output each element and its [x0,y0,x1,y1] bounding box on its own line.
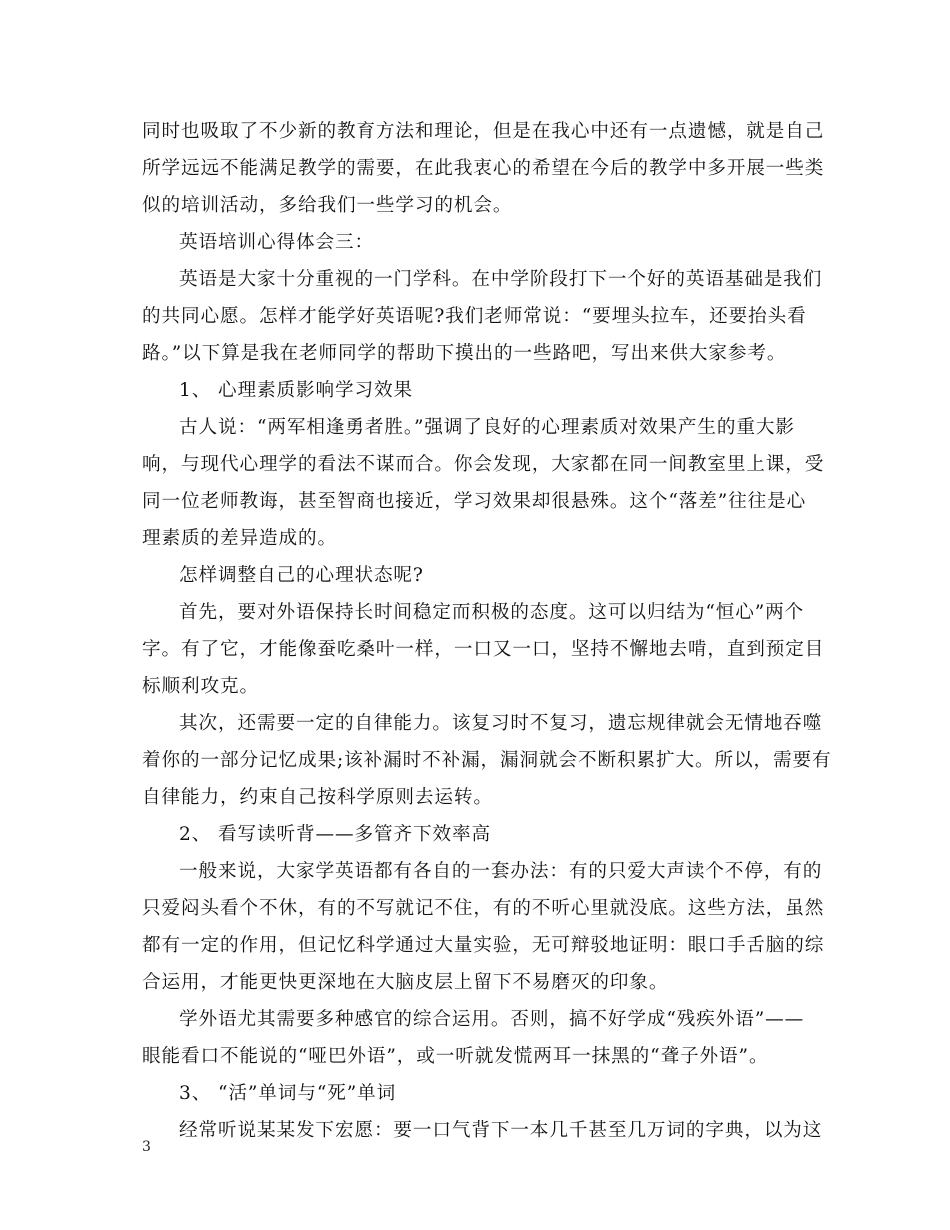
body-text-line: 合运用，才能更快更深地在大脑皮层上留下不易磨灭的印象。 [142,972,669,993]
body-text-line: 同一位老师教诲，甚至智商也接近，学习效果却很悬殊。这个“落差”往往是心 [142,491,807,512]
body-text-line: 字。有了它，才能像蚕吃桑叶一样，一口又一口，坚持不懈地去啃，直到预定目 [142,639,825,660]
body-text-line: 自律能力，约束自己按科学原则去运转。 [142,787,493,808]
body-text-line: 着你的一部分记忆成果;该补漏时不补漏，漏洞就会不断积累扩大。所以，需要有 [142,750,832,771]
numbered-heading: 2、 看写读听背——多管齐下效率高 [179,824,491,845]
body-text-line: 只爱闷头看个不休，有的不写就记不住，有的不听心里就没底。这些方法，虽然 [142,898,825,919]
body-text-line: 路。”以下算是我在老师同学的帮助下摸出的一些路吧，写出来供大家参考。 [142,343,787,364]
body-text-line: 一般来说，大家学英语都有各自的一套办法：有的只爱大声读个不停，有的 [179,861,823,882]
body-text-line: 都有一定的作用，但记忆科学通过大量实验，无可辩驳地证明：眼口手舌脑的综 [142,935,825,956]
body-text-line: 英语是大家十分重视的一门学科。在中学阶段打下一个好的英语基础是我们 [179,269,823,290]
body-text-line: 响，与现代心理学的看法不谋而合。你会发现，大家都在同一间教室里上课，受 [142,454,825,475]
body-text-line: 理素质的差异造成的。 [142,528,337,549]
body-text-line: 怎样调整自己的心理状态呢? [179,565,424,586]
numbered-heading: 3、 “活”单词与“死”单词 [179,1083,397,1104]
numbered-heading: 1、 心理素质影响学习效果 [179,380,413,401]
body-text-line: 经常听说某某发下宏愿：要一口气背下一本几千甚至几万词的字典，以为这 [179,1120,823,1141]
body-text-line: 似的培训活动，多给我们一些学习的机会。 [142,195,513,216]
body-text-line: 所学远远不能满足教学的需要，在此我衷心的希望在今后的教学中多开展一些类 [142,158,825,179]
body-text-line: 其次，还需要一定的自律能力。该复习时不复习，遗忘规律就会无情地吞噬 [179,713,823,734]
body-text-line: 学外语尤其需要多种感官的综合运用。否则，搞不好学成“残疾外语”—— [179,1009,805,1030]
body-text-line: 古人说：“两军相逢勇者胜。”强调了良好的心理素质对效果产生的重大影 [179,417,795,438]
body-text-line: 的共同心愿。怎样才能学好英语呢?我们老师常说：“要埋头拉车，还要抬头看 [142,306,807,327]
body-text-line: 同时也吸取了不少新的教育方法和理论，但是在我心中还有一点遗憾，就是自己 [142,121,825,142]
body-text-line: 标顺利攻克。 [142,676,259,697]
section-heading: 英语培训心得体会三： [179,232,374,253]
body-text-line: 眼能看口不能说的“哑巴外语”，或一听就发慌两耳一抹黑的“聋子外语”。 [142,1046,769,1067]
page-number: 3 [142,1139,151,1155]
body-text-line: 首先，要对外语保持长时间稳定而积极的态度。这可以归结为“恒心”两个 [179,602,805,623]
